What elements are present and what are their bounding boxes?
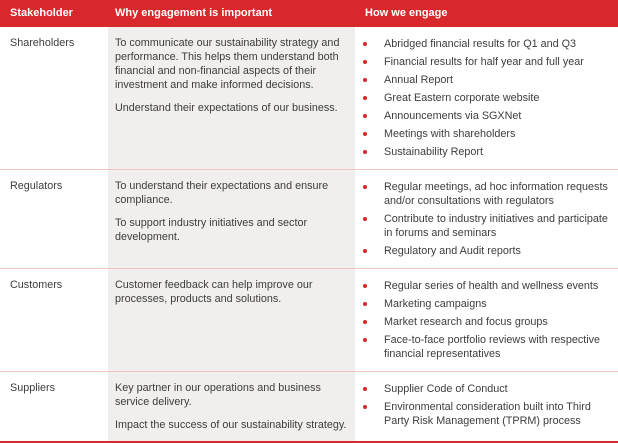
why-cell [108,372,355,441]
stakeholder-cell: Suppliers [10,382,56,394]
how-item-text: Announcements via SGXNet [384,110,522,122]
how-list-item [355,212,614,240]
how-list [355,37,614,159]
how-cell [355,27,618,169]
table-body [0,27,618,441]
bullet-dot-icon [363,284,367,288]
how-list-item [355,297,614,311]
table-row [0,371,618,441]
why-paragraph: Customer feedback can help improve our processes, products and solutions. [115,279,313,305]
header-stakeholder: Stakeholder [10,7,73,19]
how-item-text: Financial results for half year and full year [384,56,584,68]
how-item-text: Regulatory and Audit reports [384,245,521,257]
how-cell [355,269,618,371]
bullet-dot-icon [363,338,367,342]
how-item-text: Sustainability Report [384,146,484,158]
how-list-item [355,279,614,293]
how-list [355,279,614,361]
how-list-item [355,73,614,87]
bullet-dot-icon [363,42,367,46]
how-list-item [355,109,614,123]
how-item-text: Contribute to industry initiatives and participate in forums and seminars [384,213,608,239]
how-item-text: Regular series of health and wellness events [384,280,599,292]
how-item-text: Face-to-face portfolio reviews with respective financial representatives [384,334,601,360]
stakeholder-cell: Shareholders [10,37,75,49]
how-item-text: Great Eastern corporate website [384,92,540,104]
how-list-item [355,145,614,159]
bullet-dot-icon [363,114,367,118]
header-why-engagement: Why engagement is important [115,7,273,19]
table-row [0,27,618,169]
how-list [355,180,614,258]
how-item-text: Environmental consideration built into Third Party Risk Management (TPRM) process [384,401,591,427]
how-list-item [355,400,614,428]
how-item-text: Market research and focus groups [384,316,548,328]
bullet-dot-icon [363,320,367,324]
why-cell [108,27,355,169]
table-row [0,169,618,268]
how-list-item [355,333,614,361]
table-row [0,268,618,371]
bullet-dot-icon [363,150,367,154]
how-cell [355,372,618,441]
why-paragraph: Impact the success of our sustainability strategy. [115,419,347,431]
how-list-item [355,127,614,141]
how-list-item [355,91,614,105]
why-cell [108,269,355,371]
header-how-we-engage: How we engage [365,7,448,19]
bullet-dot-icon [363,96,367,100]
stakeholder-cell: Customers [10,279,63,291]
bullet-dot-icon [363,217,367,221]
how-list-item [355,382,614,396]
how-list-item [355,55,614,69]
how-list [355,382,614,428]
how-list-item [355,315,614,329]
bullet-dot-icon [363,302,367,306]
how-item-text: Supplier Code of Conduct [384,383,508,395]
why-cell [108,170,355,268]
bullet-dot-icon [363,78,367,82]
bullet-dot-icon [363,387,367,391]
why-paragraph: Key partner in our operations and business service delivery. [115,382,321,408]
how-list-item [355,37,614,51]
how-item-text: Annual Report [384,74,454,86]
how-item-text: Marketing campaigns [384,298,487,310]
how-item-text: Abridged financial results for Q1 and Q3 [384,38,577,50]
stakeholder-cell: Regulators [10,180,63,192]
bullet-dot-icon [363,185,367,189]
why-paragraph: To support industry initiatives and sector development. [115,217,308,243]
bullet-dot-icon [363,60,367,64]
bullet-dot-icon [363,249,367,253]
why-paragraph: Understand their expectations of our business. [115,102,338,114]
how-item-text: Meetings with shareholders [384,128,516,140]
bullet-dot-icon [363,405,367,409]
why-paragraph: To understand their expectations and ensure compliance. [115,180,329,206]
why-paragraph: To communicate our sustainability strategy and performance. This helps them understand both financial and non-financial aspects of their investment and make informed decisions. [115,37,340,91]
how-cell [355,170,618,268]
how-list-item [355,244,614,258]
bullet-dot-icon [363,132,367,136]
table-header-row [0,0,618,27]
how-item-text: Regular meetings, ad hoc information requests and/or consultations with regulators [384,181,608,207]
how-list-item [355,180,614,208]
